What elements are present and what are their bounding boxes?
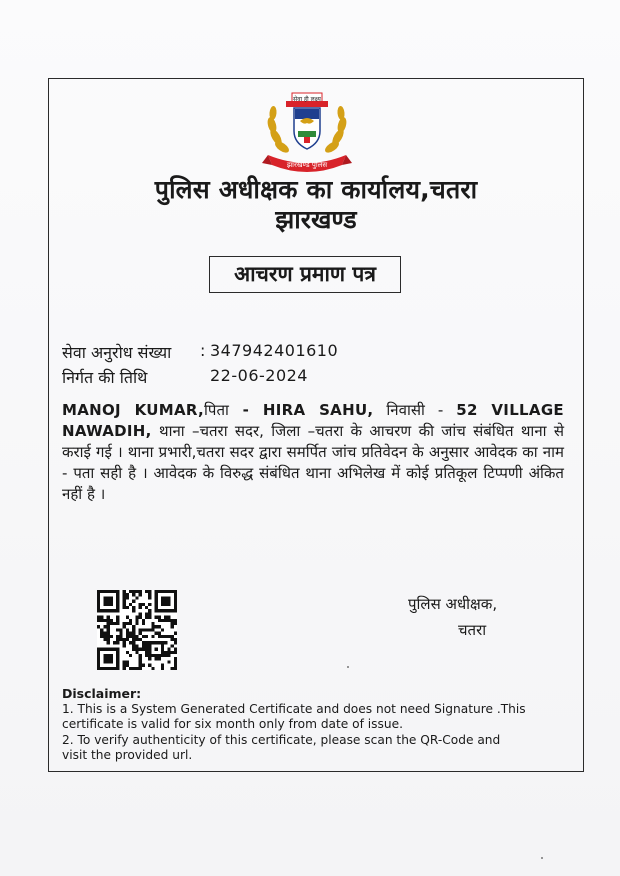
request-number-value: 347942401610 xyxy=(210,341,339,360)
certificate-body-text: थाना –चतरा सदर, जिला –चतरा के आचरण की जांच संबंधित थाना से कराई गई । थाना प्रभारी,चतरा सदर द्वारा समर्पित जांच प्रतिवेदन के अनुसार आवेदक का नाम - पता सही है । आवेदक के विरुद्ध संबंधित थाना अभिलेख में कोई प्रतिकूल टिप्पणी अंकित नहीं है । xyxy=(62,422,564,503)
certificate-title: आचरण प्रमाण पत्र xyxy=(209,256,401,293)
disclaimer-line-3: 2. To verify authenticity of this certificate, please scan the QR-Code and xyxy=(62,733,501,747)
state-title: झारखण्ड xyxy=(275,205,357,234)
signatory-place: चतरा xyxy=(458,621,487,639)
disclaimer-title: Disclaimer: xyxy=(62,686,142,701)
qr-code-icon xyxy=(97,590,177,670)
verification-qr-code[interactable] xyxy=(97,590,177,670)
issue-date-value: 22-06-2024 xyxy=(210,366,308,385)
jharkhand-police-emblem xyxy=(262,91,352,177)
office-title: पुलिस अधीक्षक का कार्यालय,चतरा xyxy=(154,175,478,204)
disclaimer-line-1: 1. This is a System Generated Certificate and does not need Signature .This xyxy=(62,702,526,716)
signatory-designation: पुलिस अधीक्षक, xyxy=(408,595,498,613)
father-name: - HIRA SAHU, xyxy=(228,401,374,419)
issue-date-label: निर्गत की तिथि xyxy=(62,368,148,387)
emblem-ribbon-text: झारखण्ड पुलिस xyxy=(286,161,328,169)
disclaimer-line-2: certificate is valid for six month only from date of issue. xyxy=(62,717,403,731)
disclaimer-line-4: visit the provided url. xyxy=(62,748,193,762)
applicant-name: MANOJ KUMAR, xyxy=(62,401,205,419)
request-number-colon: : xyxy=(200,341,206,360)
emblem-top-text: सेवा ही लक्ष्य xyxy=(293,96,321,103)
resident-label: निवासी - xyxy=(373,401,457,419)
father-label: पिता xyxy=(204,401,229,419)
police-emblem-icon xyxy=(262,91,352,177)
scan-speck xyxy=(347,666,349,668)
request-number-label: सेवा अनुरोध संख्या xyxy=(62,343,172,362)
scan-speck xyxy=(541,857,543,859)
certificate-body xyxy=(62,400,564,505)
applicant-address: 52 VILLAGE NAWADIH, xyxy=(62,401,564,440)
